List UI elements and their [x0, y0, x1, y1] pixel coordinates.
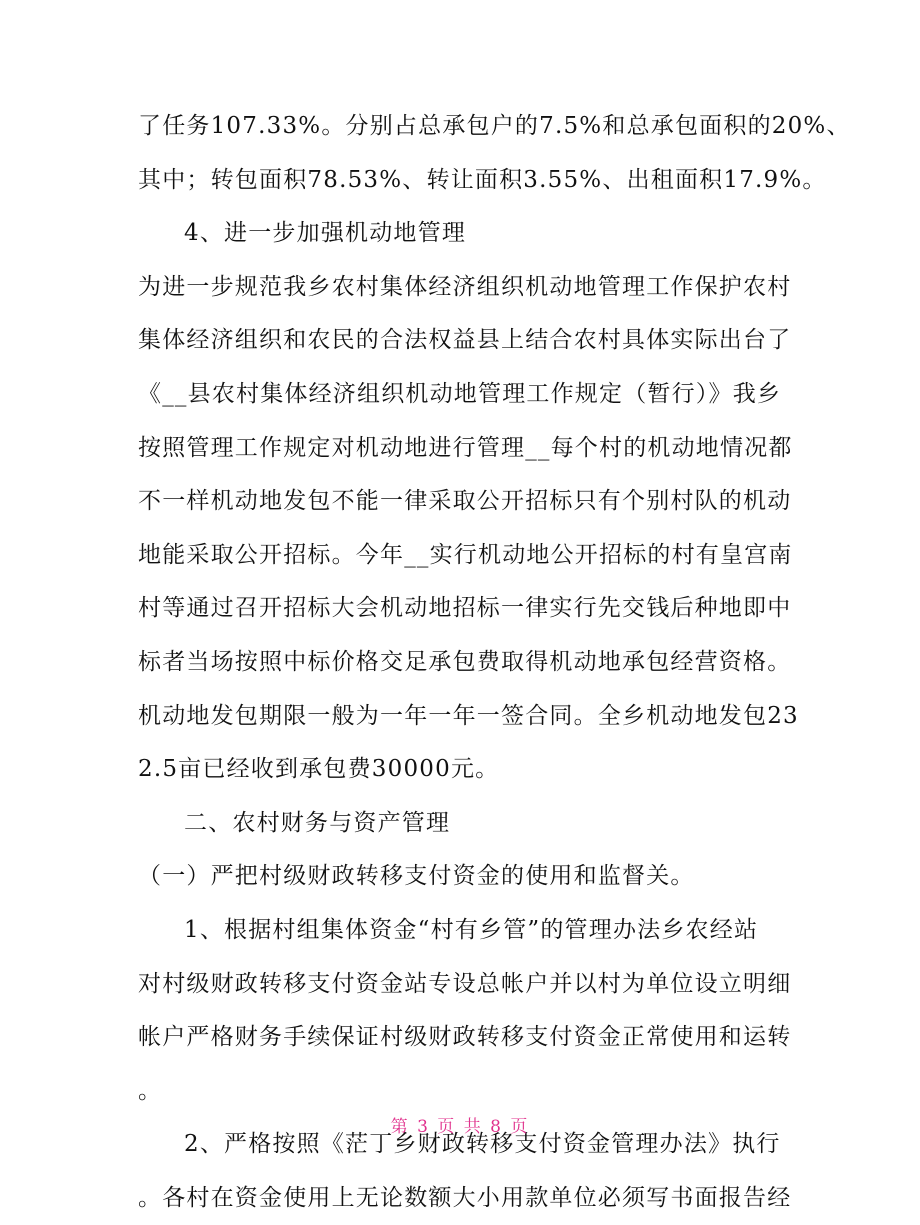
text-line: 地能采取公开招标。今年__实行机动地公开招标的村有皇宫南 — [138, 541, 793, 568]
text-line: 为进一步规范我乡农村集体经济组织机动地管理工作保护农村 — [138, 273, 792, 300]
text-line: 4、进一步加强机动地管理 — [184, 220, 467, 247]
document-body — [138, 100, 851, 1225]
text-line: 帐户严格财务手续保证村级财政转移支付资金正常使用和运转 — [138, 1024, 792, 1051]
text-line: 其中；转包面积78.53%、转让面积3.55%、出租面积17.9%。 — [138, 166, 827, 193]
text-line: 对村级财政转移支付资金站专设总帐户并以村为单位设立明细 — [138, 970, 792, 997]
text-line: 。各村在资金使用上无论数额大小用款单位必须写书面报告经 — [138, 1184, 792, 1211]
text-line: 二、农村财务与资产管理 — [184, 809, 451, 836]
text-line: 。 — [138, 1077, 163, 1104]
text-line: 集体经济组织和农民的合法权益县上结合农村具体实际出台了 — [138, 327, 792, 354]
text-line: 1、根据村组集体资金“村有乡管”的管理办法乡农经站 — [184, 916, 759, 943]
page-number: 第 3 页 共 8 页 — [390, 1117, 530, 1137]
text-line: 村等通过召开招标大会机动地招标一律实行先交钱后种地即中 — [138, 595, 792, 622]
text-line: （一）严把村级财政转移支付资金的使用和监督关。 — [138, 863, 695, 890]
text-line: 《__县农村集体经济组织机动地管理工作规定（暂行）》我乡 — [138, 380, 782, 407]
text-line: 按照管理工作规定对机动地进行管理__每个村的机动地情况都 — [138, 434, 793, 461]
text-line: 了任务107.33%。分别占总承包户的7.5%和总承包面积的20%、 — [138, 113, 851, 139]
text-line: 2、严格按照《茫丁乡财政转移支付资金管理办法》执行 — [184, 1131, 781, 1158]
text-line: 机动地发包期限一般为一年一年一签合同。全乡机动地发包23 — [138, 702, 799, 729]
text-line: 不一样机动地发包不能一律采取公开招标只有个别村队的机动 — [138, 488, 792, 515]
text-line: 2.5亩已经收到承包费30000元。 — [138, 756, 500, 783]
text-line: 标者当场按照中标价格交足承包费取得机动地承包经营资格。 — [138, 648, 792, 675]
